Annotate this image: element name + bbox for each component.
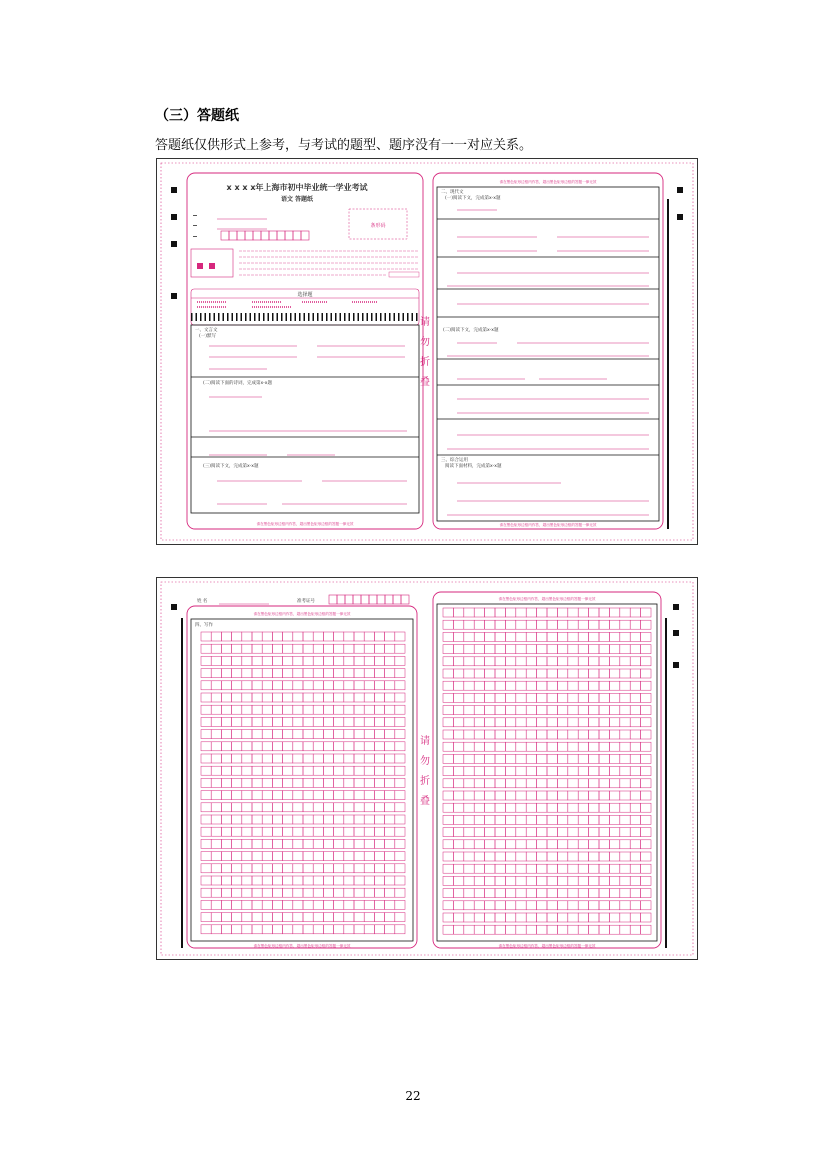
intro-text: 答题纸仅供形式上参考，与考试的题型、题序没有一一对应关系。 bbox=[155, 138, 533, 153]
composition-label: 四、写作 bbox=[195, 623, 213, 628]
svg-text:折: 折 bbox=[420, 776, 430, 787]
answer-sheet-page-1 bbox=[156, 158, 698, 545]
answer-sheet-page-2 bbox=[156, 577, 698, 960]
fold-notice-2 bbox=[420, 734, 430, 807]
left-answer-frame bbox=[191, 325, 419, 513]
exam-no-boxes bbox=[329, 595, 409, 604]
svg-text:勿: 勿 bbox=[420, 756, 430, 767]
choice-section bbox=[191, 289, 419, 325]
section-3-label: 三、综合运用 bbox=[441, 458, 468, 463]
barcode-area bbox=[349, 209, 407, 239]
sheet-subtitle: 语文 答题纸 bbox=[280, 196, 314, 203]
instructions-block bbox=[191, 249, 419, 277]
section-1-sub: (一)默写 bbox=[199, 334, 217, 339]
border-note-2-left-bottom: 请在黑色矩形边框内作答，超出黑色矩形边框的答题一律无效 bbox=[253, 944, 351, 948]
svg-text:选择题: 选择题 bbox=[297, 292, 313, 298]
section-1-part2: (二)阅读下面的诗词，完成第x-x题 bbox=[203, 381, 272, 386]
composition-grid-left bbox=[201, 632, 405, 934]
page-number: 22 bbox=[405, 1089, 421, 1103]
border-note-left: 请在黑色矩形边框内作答，超出黑色矩形边框的答题一律无效 bbox=[256, 522, 354, 526]
exam-no-label: 准考证号 bbox=[297, 599, 315, 604]
name-label: 姓 名 bbox=[197, 599, 208, 604]
section-2-sub2: (二)阅读下文，完成第x-x题 bbox=[443, 328, 499, 333]
svg-text:请: 请 bbox=[420, 736, 430, 747]
border-note-2-right-bottom: 请在黑色矩形边框内作答，超出黑色矩形边框的答题一律无效 bbox=[498, 944, 596, 948]
section-heading: （三）答题纸 bbox=[155, 108, 239, 124]
section-3-sub: 阅读下面材料，完成第x-x题 bbox=[445, 464, 502, 469]
border-note-2-right-top: 请在黑色矩形边框内作答，超出黑色矩形边框的答题一律无效 bbox=[498, 597, 596, 601]
border-note-right-top: 请在黑色矩形边框内作答，超出黑色矩形边框的答题一律无效 bbox=[499, 180, 597, 184]
border-note-right-bottom: 请在黑色矩形边框内作答，超出黑色矩形边框的答题一律无效 bbox=[499, 523, 597, 527]
svg-text:条形码: 条形码 bbox=[370, 223, 386, 229]
section-1-label: 一、文言文 bbox=[195, 328, 218, 333]
fold-notice bbox=[420, 315, 430, 388]
svg-text:勿: 勿 bbox=[420, 337, 430, 348]
svg-text:叠: 叠 bbox=[420, 377, 430, 388]
composition-grid-right bbox=[443, 608, 651, 934]
svg-text:折: 折 bbox=[420, 357, 430, 368]
svg-text:请: 请 bbox=[420, 317, 430, 328]
svg-text:叠: 叠 bbox=[420, 796, 430, 807]
personal-info bbox=[193, 215, 309, 240]
border-note-2-left-top: 请在黑色矩形边框内作答，超出黑色矩形边框的答题一律无效 bbox=[253, 612, 351, 616]
sheet-title: x x x x年上海市初中毕业统一学业考试 bbox=[226, 183, 368, 192]
section-2-sub1: (一)阅读下文，完成第x-x题 bbox=[445, 196, 501, 201]
section-1-part3: (三)阅读下文，完成第x-x题 bbox=[203, 464, 259, 469]
section-2-label: 二、现代文 bbox=[441, 190, 464, 195]
